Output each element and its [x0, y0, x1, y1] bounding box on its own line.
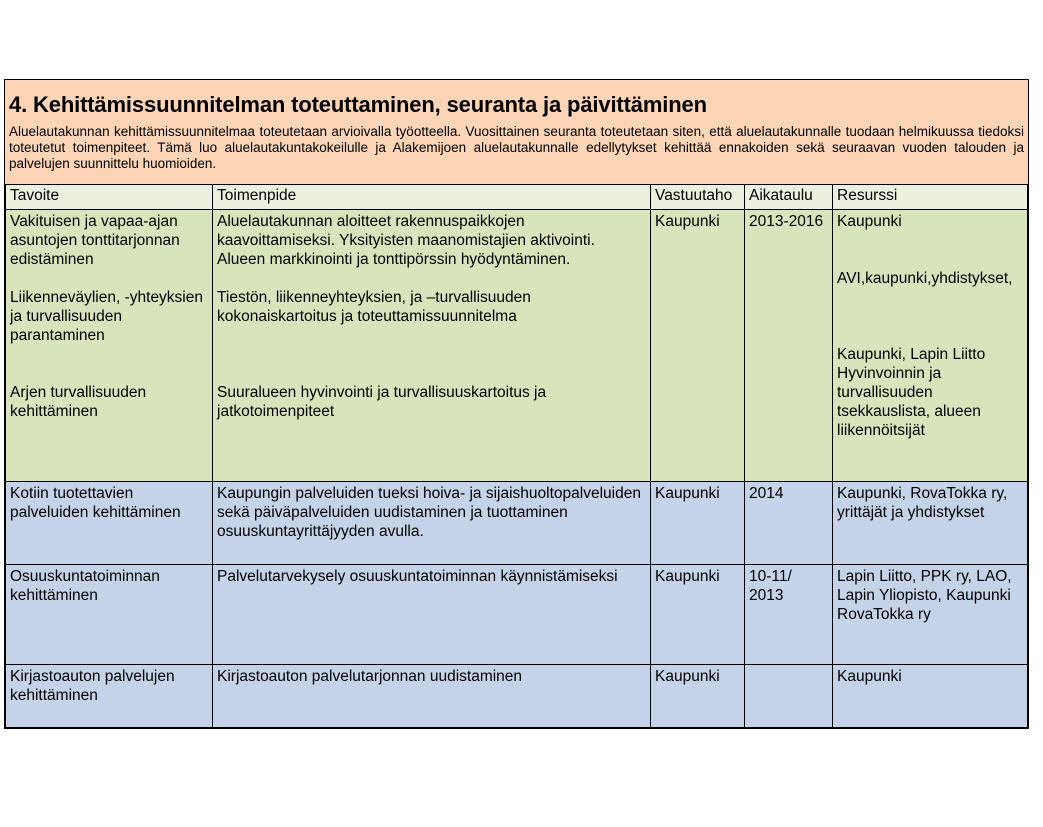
header-tavoite: Tavoite	[6, 185, 213, 210]
cell-aikataulu: 2014	[745, 482, 833, 565]
header-toimenpide: Toimenpide	[213, 185, 651, 210]
cell-aikataulu	[745, 665, 833, 728]
development-plan-section	[4, 79, 1029, 729]
resurssi-kaupunki: Kaupunki	[837, 213, 902, 230]
cell-tavoite: Osuuskuntatoiminnan kehittäminen	[6, 565, 213, 665]
cell-aikataulu: 10-11/ 2013	[745, 565, 833, 665]
toimenpide-hyvinvointikartoitus: Suuralueen hyvinvointi ja turvallisuuskartoitus ja jatkotoimenpiteet	[217, 384, 547, 420]
cell-toimenpide	[213, 210, 651, 482]
cell-toimenpide: Palvelutarvekysely osuuskuntatoiminnan käynnistämiseksi	[213, 565, 651, 665]
table-row	[6, 210, 1028, 482]
toimenpide-kaavoitus: Aluelautakunnan aloitteet rakennuspaikkojen kaavoittamiseksi. Yksityisten maanomistajien aktivointi. Alueen markkinointi ja tonttipörssin hyödyntäminen.	[217, 213, 595, 268]
cell-toimenpide: Kirjastoauton palvelutarjonnan uudistaminen	[213, 665, 651, 728]
table-row	[6, 665, 1028, 728]
header-resurssi: Resurssi	[833, 185, 1028, 210]
cell-resurssi	[833, 210, 1028, 482]
table-row	[6, 482, 1028, 565]
tavoite-tonttitarjonta: Vakituisen ja vapaa-ajan asuntojen tonttitarjonnan edistäminen	[10, 213, 180, 268]
action-plan-table	[5, 184, 1028, 728]
cell-vastuutaho: Kaupunki	[651, 482, 745, 565]
resurssi-lapin-liitto: Kaupunki, Lapin Liitto Hyvinvoinnin ja turvallisuuden tsekkauslista, alueen liikennöitsijät	[837, 346, 986, 439]
section-intro: Aluelautakunnan kehittämissuunnitelmaa toteutetaan arvioivalla työotteella. Vuosittainen seuranta toteutetaan siten, että aluelautakunnalle tuodaan helmikuussa tiedoksi toteutetut toimenpiteet. Tämä luo aluelautakuntakokeilulle ja Alakemijoen aluelautakunnalle edellytykset kehittää ennakoiden sekä seuraavan vuoden talouden ja palvelujen suunnittelu huomioiden.	[9, 124, 1024, 171]
cell-resurssi: Kaupunki, RovaTokka ry, yrittäjät ja yhdistykset	[833, 482, 1028, 565]
table-row	[6, 565, 1028, 665]
cell-tavoite	[6, 210, 213, 482]
section-title: 4. Kehittämissuunnitelman toteuttaminen, seuranta ja päivittäminen	[9, 92, 707, 117]
section-header	[5, 80, 1028, 184]
header-vastuutaho: Vastuutaho	[651, 185, 745, 210]
cell-vastuutaho: Kaupunki	[651, 210, 745, 482]
cell-aikataulu: 2013-2016	[745, 210, 833, 482]
resurssi-avi: AVI,kaupunki,yhdistykset,	[837, 270, 1013, 287]
cell-tavoite: Kotiin tuotettavien palveluiden kehittäminen	[6, 482, 213, 565]
table-header-row	[6, 185, 1028, 210]
header-aikataulu: Aikataulu	[745, 185, 833, 210]
cell-vastuutaho: Kaupunki	[651, 565, 745, 665]
cell-toimenpide: Kaupungin palveluiden tueksi hoiva- ja sijaishuoltopalveluiden sekä päiväpalveluiden uudistaminen ja tuottaminen osuuskuntayrittäjyyden avulla.	[213, 482, 651, 565]
toimenpide-tiestokartoitus: Tiestön, liikenneyhteyksien, ja –turvallisuuden kokonaiskartoitus ja toteuttamissuunnitelma	[217, 289, 531, 325]
tavoite-arjen-turvallisuus: Arjen turvallisuuden kehittäminen	[10, 384, 147, 420]
cell-resurssi: Kaupunki	[833, 665, 1028, 728]
cell-vastuutaho: Kaupunki	[651, 665, 745, 728]
cell-tavoite: Kirjastoauton palvelujen kehittäminen	[6, 665, 213, 728]
tavoite-liikennevaylat: Liikenneväylien, -yhteyksien ja turvallisuuden parantaminen	[10, 289, 203, 344]
cell-resurssi: Lapin Liitto, PPK ry, LAO, Lapin Yliopisto, Kaupunki RovaTokka ry	[833, 565, 1028, 665]
